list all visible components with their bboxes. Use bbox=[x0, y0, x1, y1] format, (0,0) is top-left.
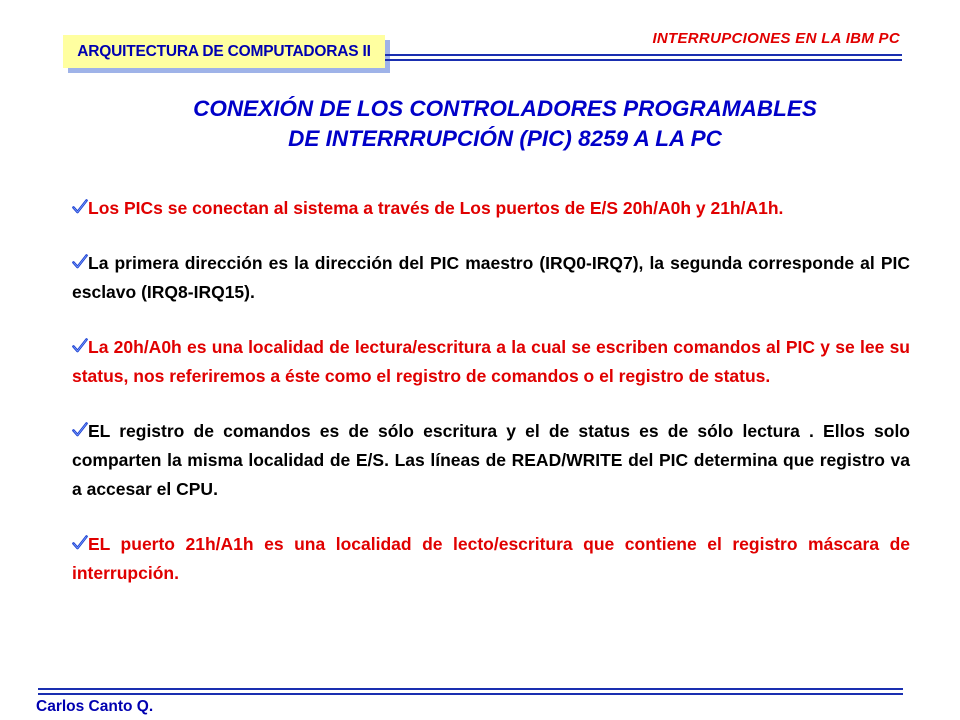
footer-divider bbox=[38, 688, 903, 696]
bullet-item bbox=[72, 333, 910, 391]
bullet-item bbox=[72, 249, 910, 307]
checkmark-icon bbox=[72, 338, 88, 354]
bullet-list bbox=[72, 194, 910, 614]
slide-title-line-2: DE INTERRRUPCIÓN (PIC) 8259 A LA PC bbox=[288, 126, 722, 151]
header-divider bbox=[385, 54, 902, 62]
bullet-item bbox=[72, 530, 910, 588]
checkmark-icon bbox=[72, 254, 88, 270]
course-label: ARQUITECTURA DE COMPUTADORAS II bbox=[63, 35, 385, 68]
checkmark-icon bbox=[72, 422, 88, 438]
bullet-item bbox=[72, 194, 910, 223]
bullet-text: EL registro de comandos es de sólo escritura y el de status es de sólo lectura . Ellos solo comparten la misma localidad de E/S. Las líneas de READ/WRITE del PIC determina que registro va a accesar el CPU. bbox=[72, 421, 910, 499]
bullet-text: La primera dirección es la dirección del PIC maestro (IRQ0-IRQ7), la segunda corresponde al PIC esclavo (IRQ8-IRQ15). bbox=[72, 253, 910, 302]
bullet-text: EL puerto 21h/A1h es una localidad de lecto/escritura que contiene el registro máscara de interrupción. bbox=[72, 534, 910, 583]
checkmark-icon bbox=[72, 199, 88, 215]
bullet-text: La 20h/A0h es una localidad de lectura/escritura a la cual se escriben comandos al PIC y se lee su status, nos referiremos a éste como el registro de comandos o el registro de status. bbox=[72, 337, 910, 386]
slide-title bbox=[100, 94, 910, 154]
slide-title-line-1: CONEXIÓN DE LOS CONTROLADORES PROGRAMABLES bbox=[193, 96, 817, 121]
topic-label: INTERRUPCIONES EN LA IBM PC bbox=[652, 30, 900, 47]
checkmark-icon bbox=[72, 535, 88, 551]
bullet-text: Los PICs se conectan al sistema a través de Los puertos de E/S 20h/A0h y 21h/A1h. bbox=[88, 198, 784, 218]
bullet-item bbox=[72, 417, 910, 504]
author-label: Carlos Canto Q. bbox=[36, 698, 154, 715]
